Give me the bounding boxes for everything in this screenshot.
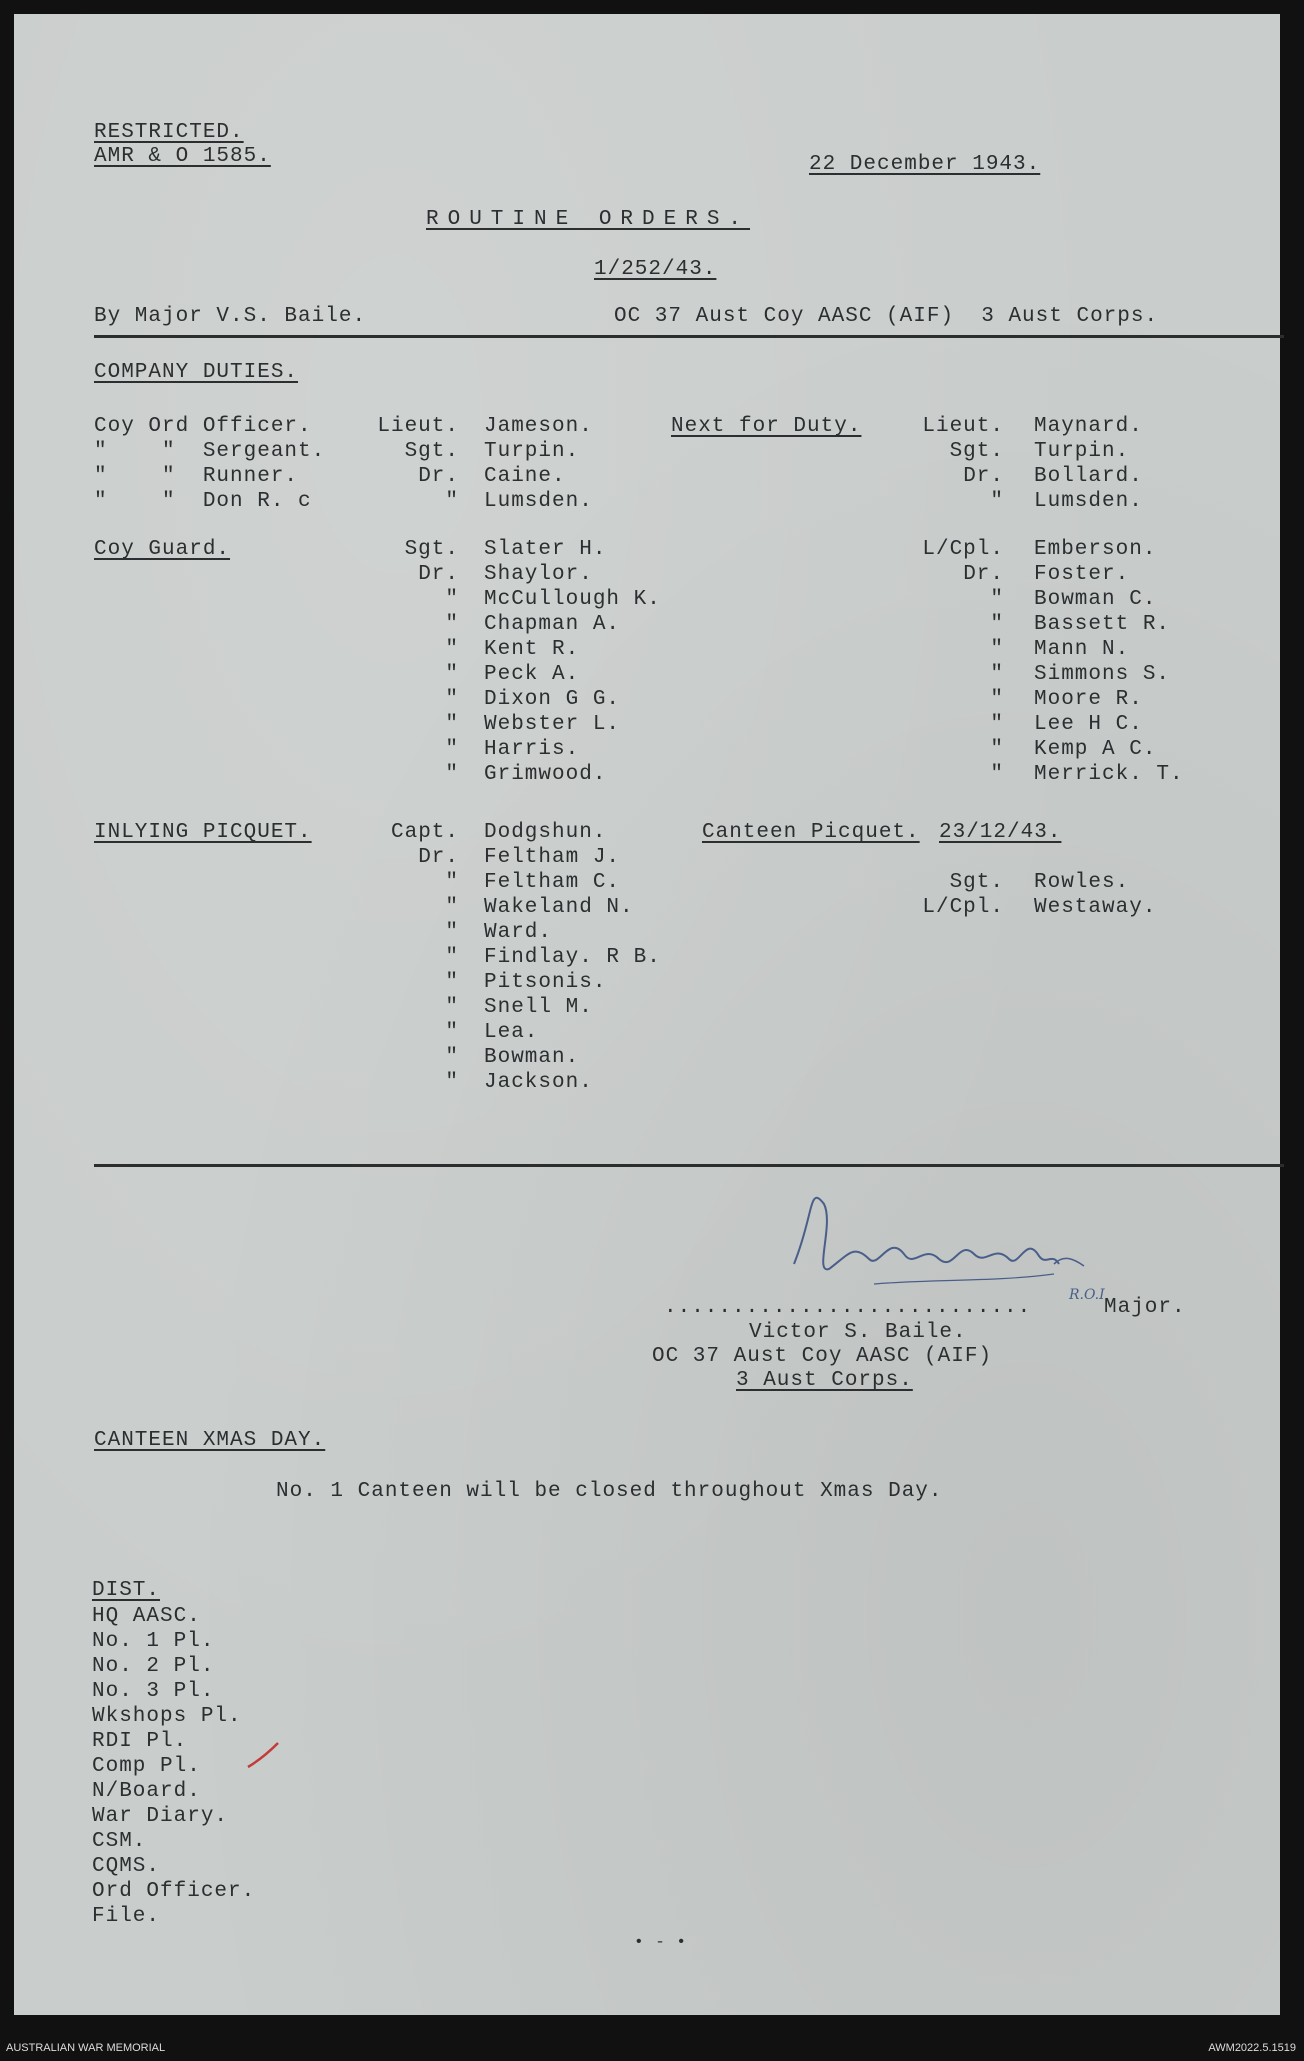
guard-rank: " <box>445 588 459 611</box>
next-duty-rank: Sgt. <box>949 440 1004 463</box>
picquet-rank: " <box>445 1071 459 1094</box>
inlying-picquet-heading: INLYING PICQUET. <box>94 821 312 844</box>
header-divider <box>94 335 1284 338</box>
next-duty-rank: Lieut. <box>922 415 1004 438</box>
distribution-item: File. <box>92 1905 161 1928</box>
document-title: ROUTINE ORDERS. <box>426 208 751 231</box>
duty-rank: " <box>445 490 459 513</box>
next-duty-name: Turpin. <box>1034 440 1130 463</box>
document-date: 22 December 1943. <box>809 153 1041 176</box>
distribution-item: No. 2 Pl. <box>92 1655 215 1678</box>
signature-dots: ........................... <box>664 1296 1032 1319</box>
canteen-picquet-date: 23/12/43. <box>939 821 1062 844</box>
guard-name: Harris. <box>484 738 580 761</box>
distribution-item: No. 1 Pl. <box>92 1630 215 1653</box>
punch-hole-marks: • - • <box>634 1933 688 1951</box>
next-duty-name: Maynard. <box>1034 415 1143 438</box>
picquet-rank: " <box>445 896 459 919</box>
guard-name: Chapman A. <box>484 613 621 636</box>
next-guard-name: Emberson. <box>1034 538 1157 561</box>
canteen-xmas-notice: No. 1 Canteen will be closed throughout Xmas Day. <box>276 1480 943 1503</box>
signatory-rank: Major. <box>1104 1296 1186 1319</box>
next-duty-name: Bollard. <box>1034 465 1143 488</box>
canteen-xmas-heading: CANTEEN XMAS DAY. <box>94 1429 326 1452</box>
next-guard-rank: " <box>990 738 1004 761</box>
distribution-item: RDI Pl. <box>92 1730 188 1753</box>
picquet-name: Bowman. <box>484 1046 580 1069</box>
svg-text:R.O.I: R.O.I <box>1069 1287 1105 1303</box>
distribution-heading: DIST. <box>92 1579 161 1602</box>
distribution-item: N/Board. <box>92 1780 201 1803</box>
next-guard-name: Mann N. <box>1034 638 1130 661</box>
next-guard-name: Moore R. <box>1034 688 1143 711</box>
duty-role: " " Don R. c <box>94 490 312 513</box>
reference-number: AMR & O 1585. <box>94 145 271 168</box>
next-guard-rank: " <box>990 588 1004 611</box>
guard-name: Grimwood. <box>484 763 607 786</box>
guard-rank: " <box>445 663 459 686</box>
distribution-item: CQMS. <box>92 1855 161 1878</box>
distribution-item: No. 3 Pl. <box>92 1680 215 1703</box>
picquet-name: Snell M. <box>484 996 593 1019</box>
guard-name: Webster L. <box>484 713 621 736</box>
guard-name: Shaylor. <box>484 563 593 586</box>
picquet-name: Ward. <box>484 921 553 944</box>
duty-name: Caine. <box>484 465 566 488</box>
section-divider <box>94 1164 1284 1167</box>
guard-rank: " <box>445 638 459 661</box>
issuing-unit: OC 37 Aust Coy AASC (AIF) 3 Aust Corps. <box>614 305 1159 328</box>
duty-name: Turpin. <box>484 440 580 463</box>
next-duty-name: Lumsden. <box>1034 490 1143 513</box>
archive-reference: AWM2022.5.1519 <box>1208 2042 1296 2054</box>
next-duty-rank: Dr. <box>963 465 1004 488</box>
duty-role: " " Sergeant. <box>94 440 326 463</box>
classification: RESTRICTED. <box>94 121 244 144</box>
picquet-rank: Capt. <box>390 821 459 844</box>
next-guard-name: Bowman C. <box>1034 588 1157 611</box>
picquet-name: Pitsonis. <box>484 971 607 994</box>
picquet-rank: " <box>445 1021 459 1044</box>
guard-rank: " <box>445 613 459 636</box>
next-guard-name: Bassett R. <box>1034 613 1171 636</box>
next-guard-rank: " <box>990 638 1004 661</box>
guard-name: Slater H. <box>484 538 607 561</box>
distribution-item: Ord Officer. <box>92 1880 256 1903</box>
signatory-unit: OC 37 Aust Coy AASC (AIF) <box>652 1345 993 1368</box>
canteen-picquet-name: Rowles. <box>1034 871 1130 894</box>
picquet-name: Lea. <box>484 1021 539 1044</box>
next-guard-rank: Dr. <box>963 563 1004 586</box>
next-guard-rank: " <box>990 613 1004 636</box>
next-duty-rank: " <box>990 490 1004 513</box>
duty-name: Jameson. <box>484 415 593 438</box>
picquet-rank: " <box>445 946 459 969</box>
next-guard-rank: L/Cpl. <box>922 538 1004 561</box>
picquet-rank: Dr. <box>418 846 459 869</box>
next-guard-name: Kemp A C. <box>1034 738 1157 761</box>
distribution-item: HQ AASC. <box>92 1605 201 1628</box>
next-guard-rank: " <box>990 713 1004 736</box>
canteen-picquet-rank: L/Cpl. <box>922 896 1004 919</box>
guard-rank: " <box>445 688 459 711</box>
guard-rank: " <box>445 713 459 736</box>
guard-rank: " <box>445 763 459 786</box>
guard-rank: " <box>445 738 459 761</box>
picquet-name: Feltham J. <box>484 846 621 869</box>
archive-footer <box>0 2037 1304 2061</box>
picquet-name: Feltham C. <box>484 871 621 894</box>
handwritten-signature <box>754 1174 1114 1314</box>
picquet-name: Dodgshun. <box>484 821 607 844</box>
canteen-picquet-rank: Sgt. <box>949 871 1004 894</box>
company-duties-heading: COMPANY DUTIES. <box>94 361 299 384</box>
duty-rank: Dr. <box>418 465 459 488</box>
guard-rank: Dr. <box>418 563 459 586</box>
next-guard-name: Simmons S. <box>1034 663 1171 686</box>
next-guard-rank: " <box>990 663 1004 686</box>
picquet-name: Wakeland N. <box>484 896 634 919</box>
picquet-name: Jackson. <box>484 1071 593 1094</box>
signatory-corps: 3 Aust Corps. <box>736 1369 913 1392</box>
next-guard-name: Lee H C. <box>1034 713 1143 736</box>
duty-rank: Lieut. <box>377 415 459 438</box>
next-guard-rank: " <box>990 688 1004 711</box>
picquet-rank: " <box>445 971 459 994</box>
duty-role: Coy Ord Officer. <box>94 415 312 438</box>
order-number: 1/252/43. <box>594 258 717 281</box>
duty-role: " " Runner. <box>94 465 299 488</box>
coy-guard-heading: Coy Guard. <box>94 538 231 561</box>
guard-name: Dixon G G. <box>484 688 621 711</box>
guard-name: McCullough K. <box>484 588 661 611</box>
archive-name: AUSTRALIAN WAR MEMORIAL <box>6 2042 166 2054</box>
picquet-name: Findlay. R B. <box>484 946 661 969</box>
issued-by: By Major V.S. Baile. <box>94 305 367 328</box>
next-for-duty-heading: Next for Duty. <box>671 415 862 438</box>
picquet-rank: " <box>445 921 459 944</box>
distribution-item: War Diary. <box>92 1805 229 1828</box>
picquet-rank: " <box>445 871 459 894</box>
distribution-item: CSM. <box>92 1830 147 1853</box>
guard-rank: Sgt. <box>404 538 459 561</box>
picquet-rank: " <box>445 1046 459 1069</box>
duty-name: Lumsden. <box>484 490 593 513</box>
red-check-mark <box>244 1739 284 1773</box>
next-guard-name: Foster. <box>1034 563 1130 586</box>
canteen-picquet-name: Westaway. <box>1034 896 1157 919</box>
distribution-item: Wkshops Pl. <box>92 1705 242 1728</box>
picquet-rank: " <box>445 996 459 1019</box>
duty-rank: Sgt. <box>404 440 459 463</box>
next-guard-name: Merrick. T. <box>1034 763 1184 786</box>
distribution-item: Comp Pl. <box>92 1755 201 1778</box>
document-page <box>14 14 1280 2015</box>
guard-name: Kent R. <box>484 638 580 661</box>
guard-name: Peck A. <box>484 663 580 686</box>
next-guard-rank: " <box>990 763 1004 786</box>
signatory-name: Victor S. Baile. <box>749 1321 967 1344</box>
canteen-picquet-heading: Canteen Picquet. <box>702 821 920 844</box>
